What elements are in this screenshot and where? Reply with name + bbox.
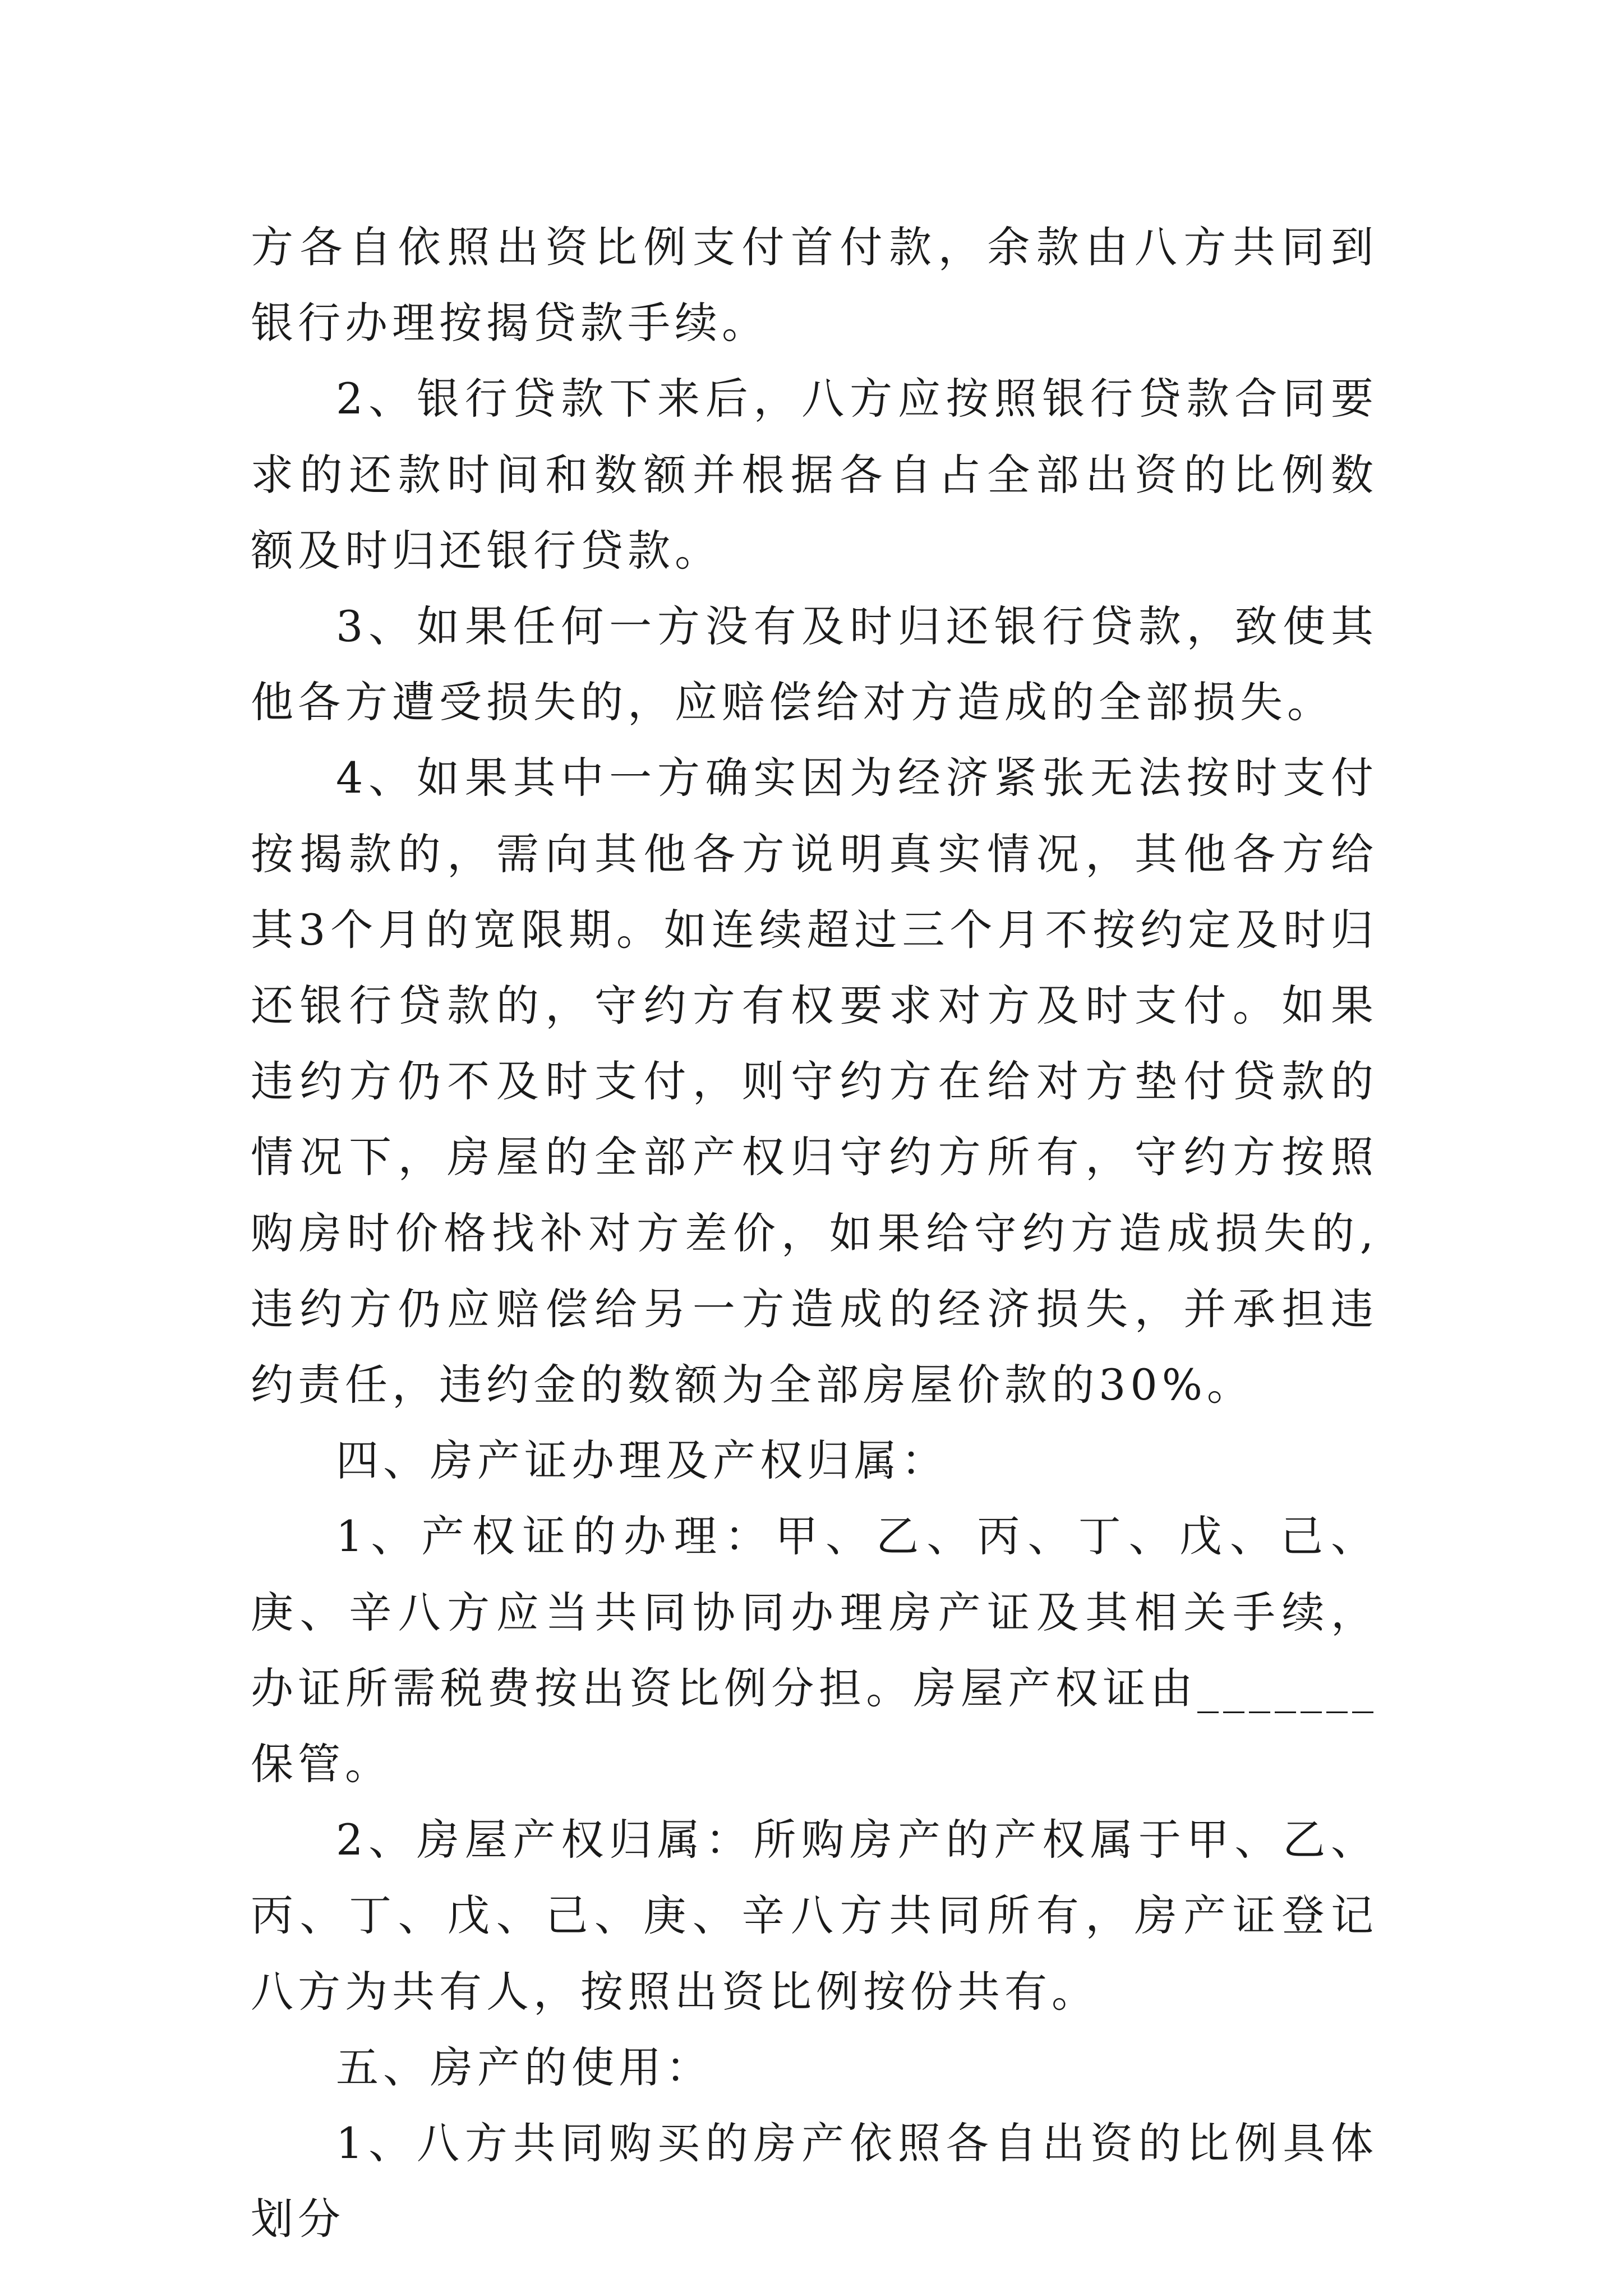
paragraph-certificate-processing: 1、产权证的办理：甲、乙、丙、丁、戊、己、庚、辛八方应当共同协同办理房产证及其相关手续，办证所需税费按出资比例分担。房屋产权证由_______保管。	[251, 1511, 1378, 1789]
paragraph-loan-repayment: 2、银行贷款下来后，八方应按照银行贷款合同要求的还款时间和数额并根据各自占全部出资的比例数额及时归还银行贷款。	[251, 374, 1378, 576]
paragraph-down-payment: 方各自依照出资比例支付首付款，余款由八方共同到银行办理按揭贷款手续。	[251, 222, 1378, 348]
document-body	[251, 209, 1378, 2257]
section-heading-title-certificate: 四、房产证办理及产权归属：	[336, 1435, 948, 1486]
section-heading-property-use: 五、房产的使用：	[336, 2042, 713, 2092]
paragraph-late-repayment-loss: 3、如果任何一方没有及时归还银行贷款，致使其他各方遭受损失的，应赔偿给对方造成的全部损失。	[251, 601, 1378, 728]
paragraph-grace-period-default: 4、如果其中一方确实因为经济紧张无法按时支付按揭款的，需向其他各方说明真实情况，其他各方给其3个月的宽限期。如连续超过三个月不按约定及时归还银行贷款的，守约方有权要求对方及时支付。如果违约方仍不及时支付，则守约方在给对方垫付贷款的情况下，房屋的全部产权归守约方所有，守约方按照购房时价格找补对方差价，如果给守约方造成损失的,违约方仍应赔偿给另一方造成的经济损失，并承担违约责任，违约金的数额为全部房屋价款的30%。	[251, 753, 1378, 1410]
paragraph-property-division: 1、八方共同购买的房产依照各自出资的比例具体划分	[251, 2118, 1378, 2244]
paragraph-ownership: 2、房屋产权归属：所购房产的产权属于甲、乙、丙、丁、戊、己、庚、辛八方共同所有，房产证登记八方为共有人，按照出资比例按份共有。	[251, 1815, 1378, 2017]
